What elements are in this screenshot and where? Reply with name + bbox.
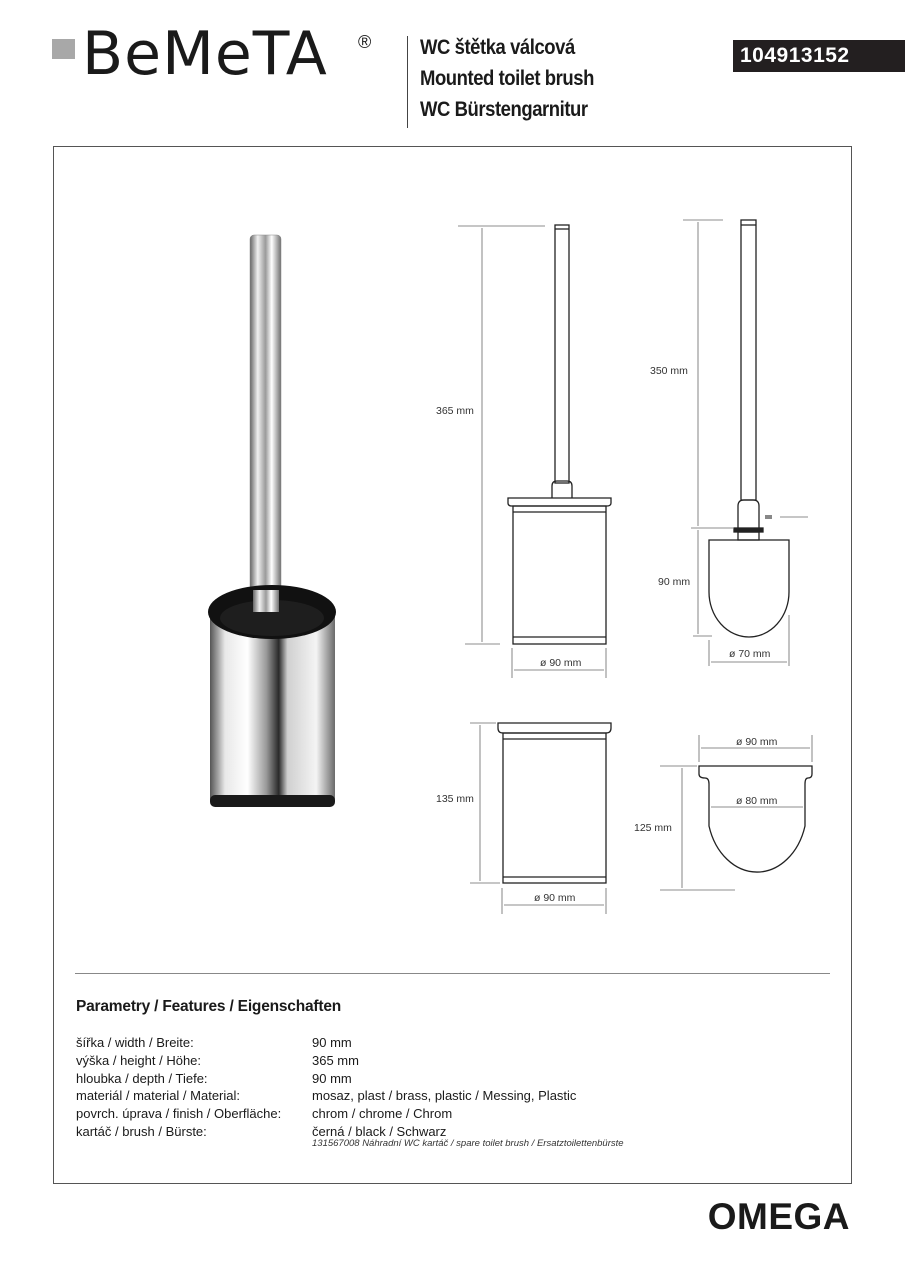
brush-handle: [741, 220, 756, 500]
brush-head: [709, 540, 789, 637]
photo-holder-body: [210, 610, 335, 805]
feature-value: mosaz, plast / brass, plastic / Messing, Plastic: [312, 1088, 577, 1104]
registered-mark: ®: [358, 32, 372, 52]
insert-cup: [699, 766, 812, 872]
brand-name: BeMeTA: [82, 19, 328, 89]
title-de: WC Bürstengarnitur: [420, 98, 588, 121]
series-name: OMEGA: [707, 1196, 850, 1237]
photo-handle: [250, 235, 281, 595]
detail-marker-icon: [765, 515, 772, 519]
feature-label: šířka / width / Breite:: [76, 1035, 194, 1050]
dim-brush-head: 90 mm: [658, 576, 691, 588]
photo-handle-base: [253, 590, 279, 612]
dim-assembled-width: ø 90 mm: [540, 657, 582, 669]
feature-value: 90 mm: [312, 1035, 352, 1050]
title-en: Mounted toilet brush: [420, 67, 594, 90]
drawing-assembled: [508, 225, 611, 644]
drawing-brush: [709, 220, 789, 637]
dim-insert-height: 125 mm: [634, 822, 672, 834]
dim-holder-width: ø 90 mm: [534, 892, 576, 904]
feature-label: materiál / material / Material:: [76, 1088, 240, 1104]
drawing-holder: [498, 723, 611, 883]
dimension-lines: [458, 220, 812, 914]
feature-row: [76, 1105, 576, 1123]
feature-value: černá / black / Schwarz: [312, 1123, 447, 1139]
feature-value: 365 mm: [312, 1052, 359, 1068]
features-title: Parametry / Features / Eigenschaften: [76, 998, 342, 1015]
section-divider: [75, 973, 830, 974]
product-code-badge: 104913152: [733, 40, 905, 72]
assembled-body: [513, 506, 606, 644]
dim-assembled-height: 365 mm: [436, 405, 474, 417]
drawing-insert: [699, 766, 812, 872]
dim-brush-width: ø 70 mm: [729, 648, 771, 660]
feature-row: [76, 1052, 576, 1070]
features-table: [76, 1034, 576, 1141]
dim-brush-handle: 350 mm: [650, 365, 688, 377]
brush-collar: [738, 500, 759, 528]
feature-label: výška / height / Höhe:: [76, 1052, 202, 1068]
feature-row: [76, 1087, 576, 1105]
dim-holder-height: 135 mm: [436, 793, 474, 805]
feature-label: kartáč / brush / Bürste:: [76, 1123, 207, 1139]
holder-lid: [498, 723, 611, 733]
title-cz: WC štětka válcová: [420, 36, 575, 59]
spare-part-note: 131567008 Náhradní WC kartáč / spare toilet brush / Ersatztoilettenbürste: [312, 1138, 624, 1149]
feature-label: hloubka / depth / Tiefe:: [76, 1070, 208, 1086]
feature-row: [76, 1034, 576, 1052]
assembled-lid: [508, 498, 611, 506]
feature-row: [76, 1070, 576, 1088]
assembled-handle: [555, 225, 569, 483]
brush-neck: [738, 532, 759, 540]
feature-value: 90 mm: [312, 1070, 352, 1086]
photo-holder-bottom: [210, 795, 335, 807]
holder-body: [503, 733, 606, 883]
feature-value: chrom / chrome / Chrom: [312, 1106, 453, 1122]
dim-insert-inner: ø 80 mm: [736, 795, 778, 807]
dim-insert-outer: ø 90 mm: [736, 736, 778, 748]
feature-label: povrch. úprava / finish / Oberfläche:: [76, 1106, 282, 1122]
product-photo: [208, 235, 336, 807]
